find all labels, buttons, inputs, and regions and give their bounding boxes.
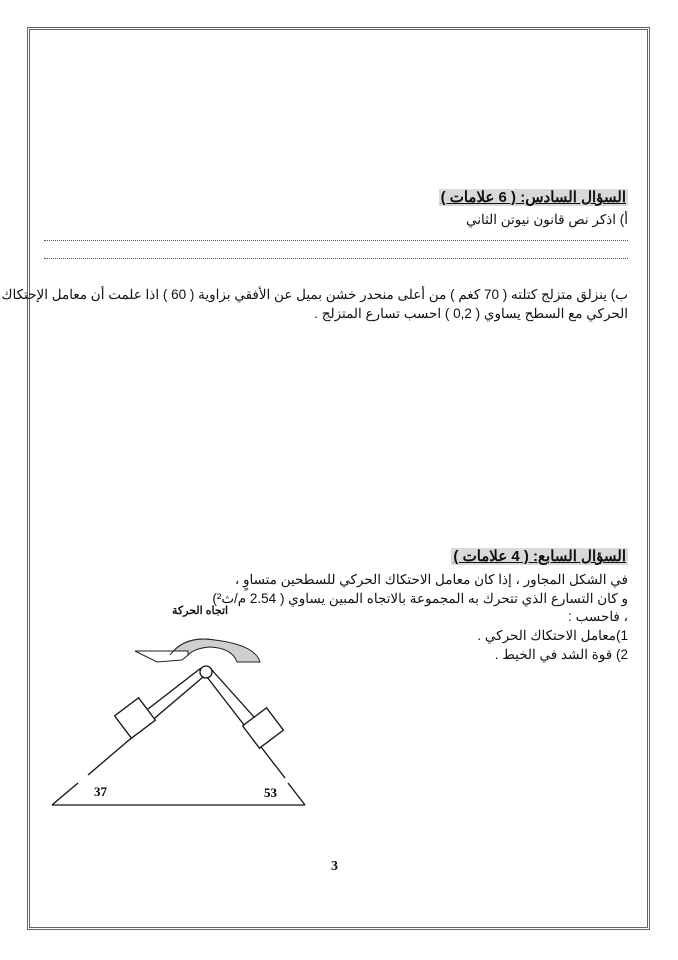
pulley xyxy=(200,666,212,678)
incline-right-lower xyxy=(288,783,305,805)
q6-part-b-line2: الحركي مع السطح يساوي ( 0,2 ) احسب تسارع المتزلج . xyxy=(314,306,628,321)
q6-part-a: أ) اذكر نص قانون نيوتن الثاني xyxy=(465,212,628,227)
q6-heading-text: السؤال السادس: ( 6 علامات ) xyxy=(440,189,626,206)
q7-line2: و كان التسارع الذي تتحرك به المجموعة بالاتجاه المبين يساوي ( 2.54 م/ث²) xyxy=(212,591,628,606)
block-left xyxy=(115,698,156,738)
direction-arrow-icon xyxy=(135,639,260,662)
angle-right-label: 53 xyxy=(264,785,277,800)
page-number: 3 xyxy=(331,859,338,874)
q7-line3: ، فاحسب : xyxy=(568,609,628,624)
q7-item1: 1)معامل الاحتكاك الحركي . xyxy=(477,628,628,643)
block-right xyxy=(243,708,284,748)
angle-left-label: 37 xyxy=(94,784,107,799)
incline-left-lower xyxy=(52,783,78,805)
q7-line1: في الشكل المجاور ، إذا كان معامل الاحتكاك الحركي للسطحين متساوٍ ، xyxy=(234,572,628,587)
motion-direction-label: اتجاه الحركة xyxy=(172,605,229,617)
q6-part-b-line1: ب) ينزلق متزلج كتلته ( 70 كغم ) من أعلى منحدر خشن بميل عن الأفقي بزاوية ( 60 ) اذا علمت أن معامل الإحتكاك xyxy=(1,287,628,302)
q7-heading-text: السؤال السابع: ( 4 علامات ) xyxy=(453,548,626,565)
string-left xyxy=(148,668,201,709)
q7-item2: 2) قوة الشد في الخيط . xyxy=(494,647,628,662)
